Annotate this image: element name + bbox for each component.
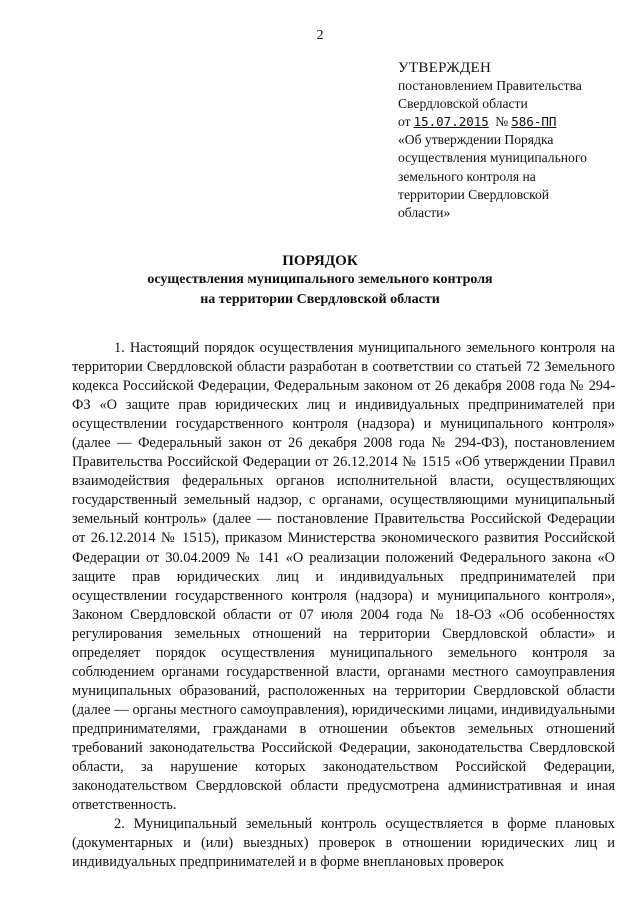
approval-date-number-line bbox=[398, 113, 623, 131]
paragraph-2: 2. Муниципальный земельный контроль осуществляется в форме плановых (документарных и (или) выездных) проверок в отношении юридических лиц и индивидуальных предпринимателей и в форме внеплановых проверок bbox=[72, 816, 615, 871]
approval-title-line: области» bbox=[398, 204, 451, 220]
document-title: ПОРЯДОК bbox=[282, 253, 358, 269]
approval-line: постановлением Правительства bbox=[398, 78, 582, 94]
document-subtitle bbox=[0, 270, 640, 309]
approval-heading: УТВЕРЖДЕН bbox=[398, 60, 492, 76]
approval-block bbox=[398, 59, 623, 222]
page-number: 2 bbox=[316, 28, 324, 43]
subtitle-line: осуществления муниципального земельного контроля bbox=[147, 272, 493, 287]
approval-title-line: территории Свердловской bbox=[398, 186, 550, 202]
approval-number: 586-ПП bbox=[511, 114, 557, 130]
approval-line: Свердловской области bbox=[398, 96, 528, 112]
paragraph-1: 1. Настоящий порядок осуществления муниципального земельного контроля на территории Свердловской области разработан в соответствии со статьей 72 Земельного кодекса Российской Федерации, Федеральным законом от 26 декабря 2008 года № 294-ФЗ «О защите прав юридических лиц и индивидуальных предпринимателей при осуществлении государственного контроля (надзора) и муниципального контроля» (далее — Федеральный закон от 26 декабря 2008 года № 294-ФЗ), постановлением Правительства Российской Федерации от 26.12.2014 № 1515 «Об утверждении Правил взаимодействия федеральных органов исполнительной власти, осуществляющих государственный земельный надзор, с органами, осуществляющими муниципальный земельный контроль» (далее — постановление Правительства Российской Федерации от 26.12.2014 № 1515), приказом Министерства экономического развития Российской Федерации от 30.04.2009 № 141 «О реализации положений Федерального закона «О защите прав юридических лиц и индивидуальных предпринимателей при осуществлении государственного контроля (надзора) и муниципального контроля», Законом Свердловской области от 07 июля 2004 года № 18-ОЗ «Об особенностях регулирования земельных отношений на территории Свердловской области» и определяет порядок осуществления муниципального земельного контроля за соблюдением органами государственной власти, органами местного самоуправления муниципальных образований, расположенных на территории Свердловской области (далее — органы местного самоуправления), юридическими лицами, индивидуальными предпринимателями, гражданами в отношении объектов земельных отношений требований законодательства Российской Федерации, законодательства Свердловской области, за нарушение которых законодательством Российской Федерации, законодательством Свердловской области предусмотрена административная и иная ответственность. bbox=[72, 340, 615, 814]
approval-title-line: земельного контроля на bbox=[398, 168, 536, 184]
approval-date: 15.07.2015 bbox=[413, 114, 489, 130]
number-prefix: № bbox=[495, 114, 509, 130]
date-prefix: от bbox=[398, 114, 411, 130]
approval-title-line: «Об утверждении Порядка bbox=[398, 132, 554, 148]
approval-title-line: осуществления муниципального bbox=[398, 150, 587, 166]
document-body bbox=[72, 339, 615, 872]
subtitle-line: на территории Свердловской области bbox=[200, 291, 440, 307]
